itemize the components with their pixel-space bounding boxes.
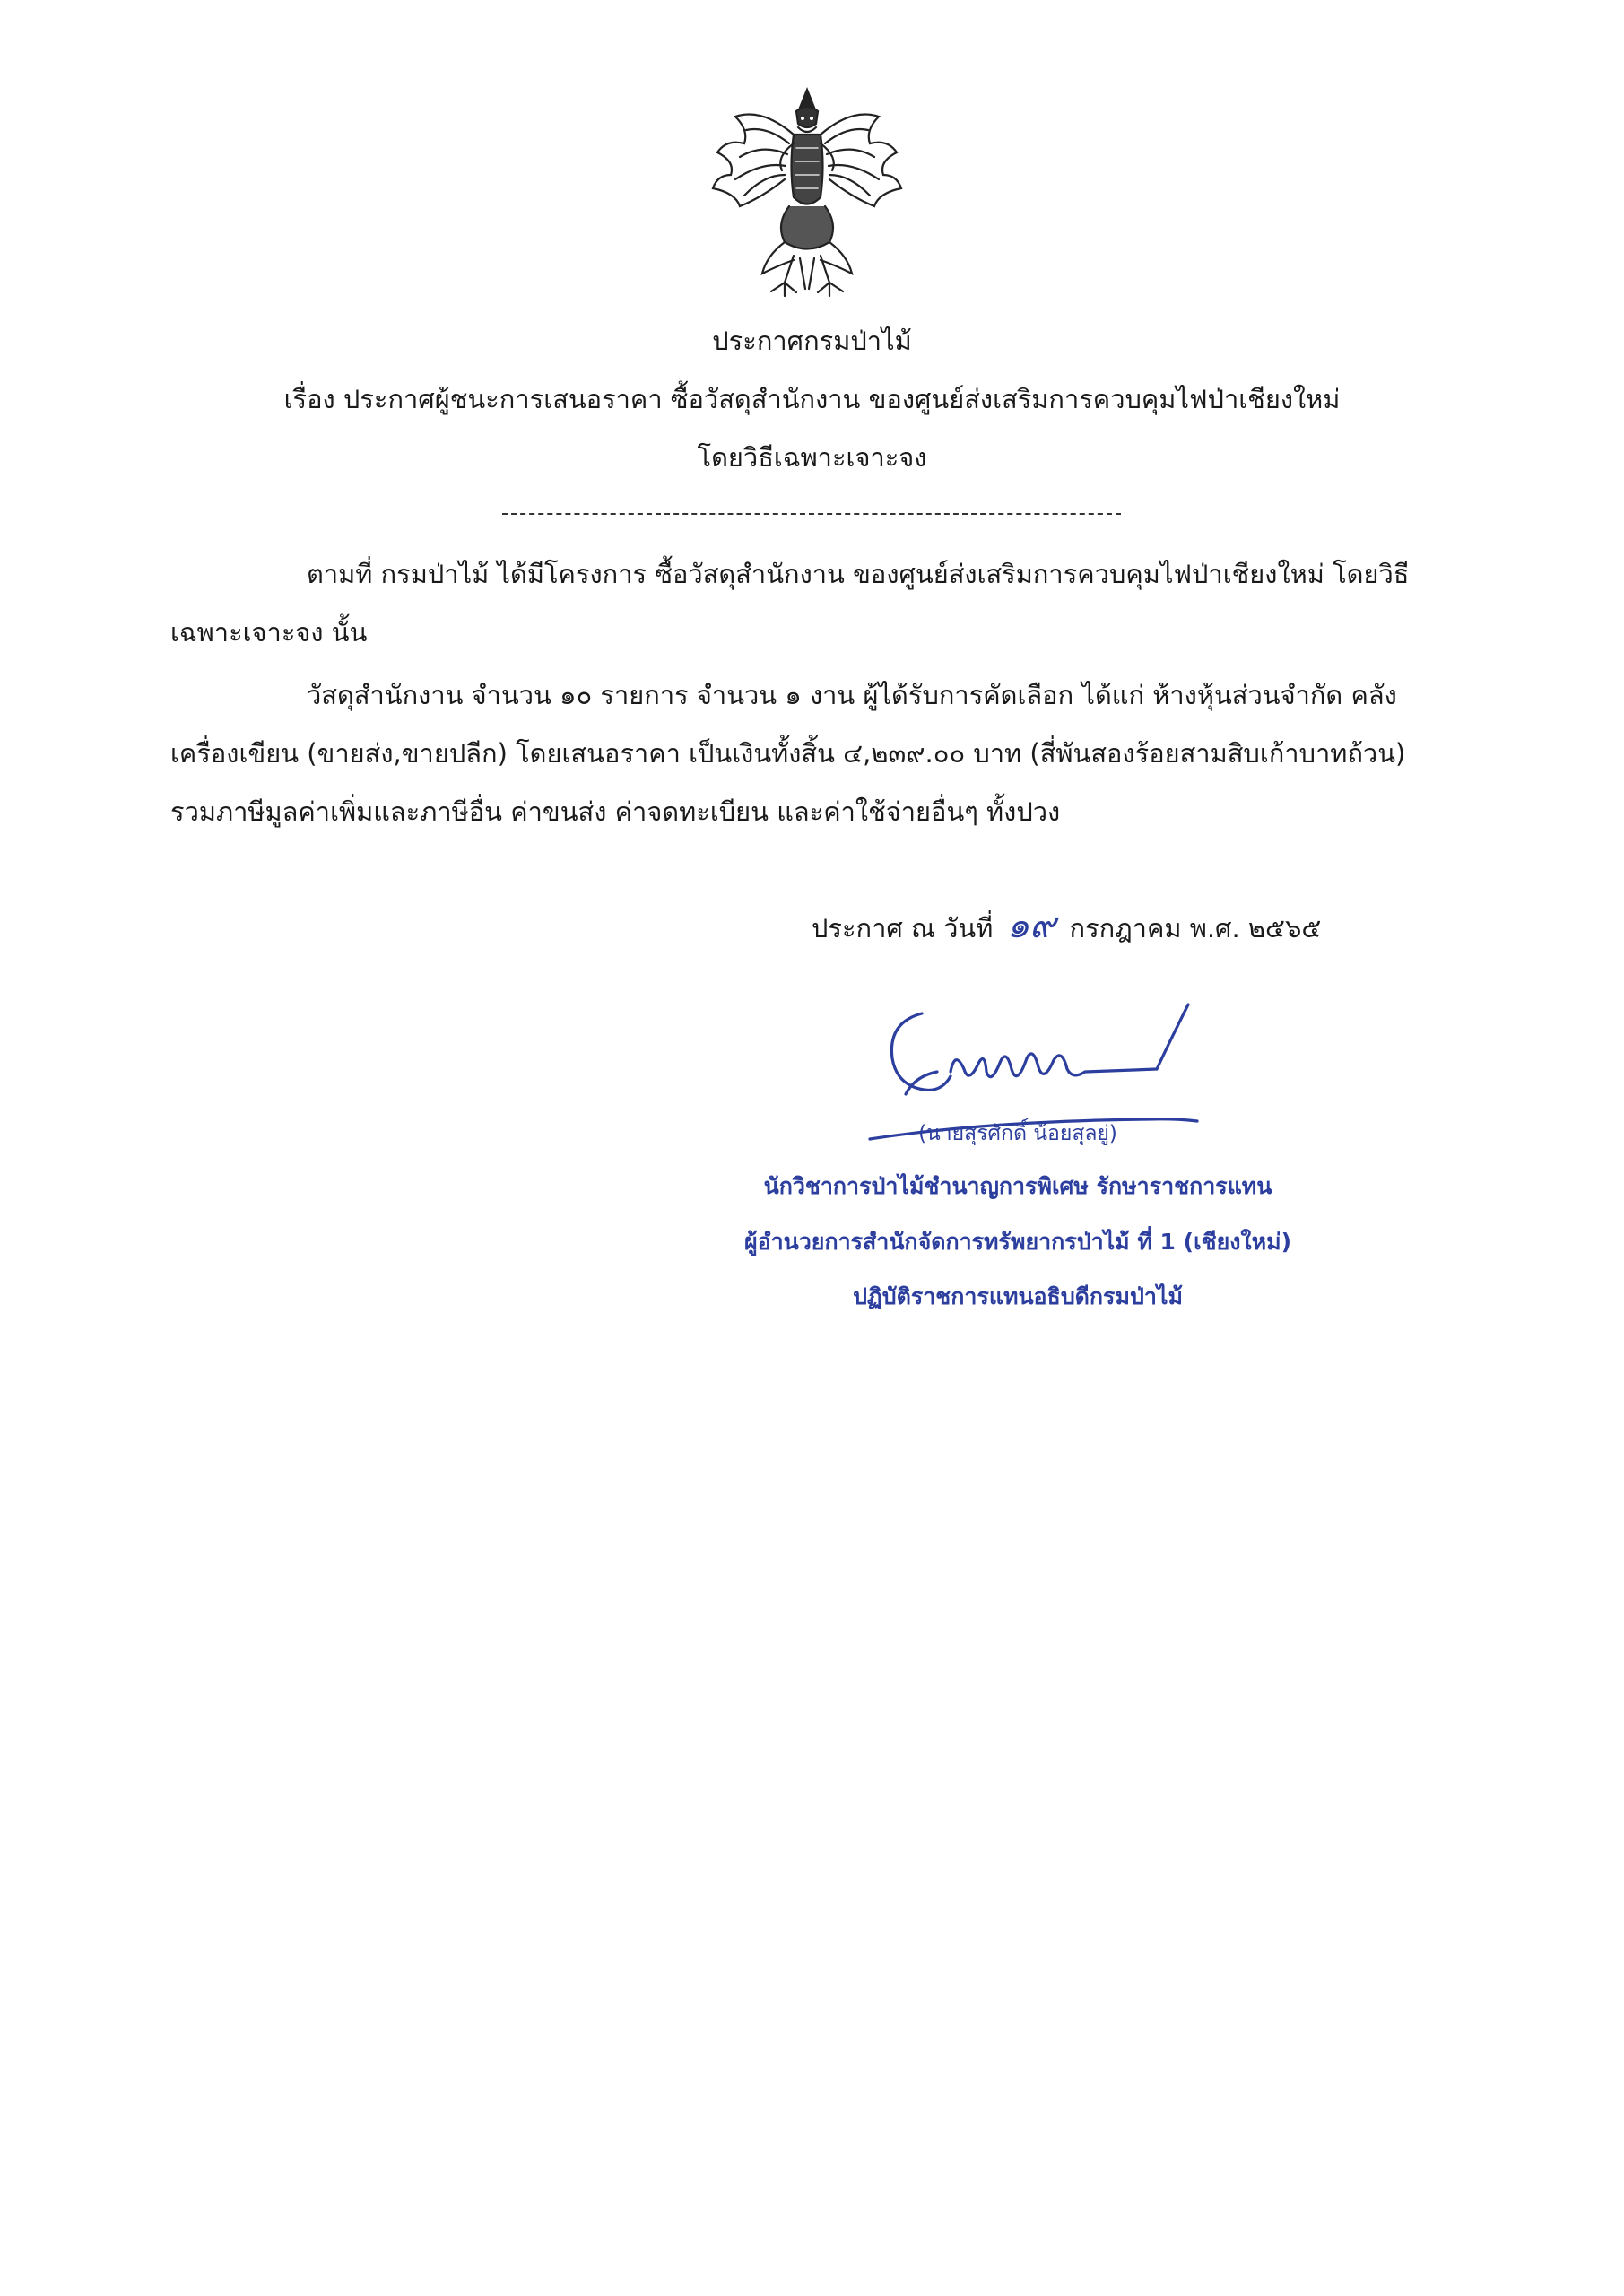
signer-position-2: ผู้อำนวยการสำนักจัดการทรัพยากรป่าไม้ ที่ 1 (เชียงใหม่) xyxy=(743,1229,1292,1255)
announcement-subject: เรื่อง ประกาศผู้ชนะการเสนอราคา ซื้อวัสดุสำนักงาน ของศูนย์ส่งเสริมการควบคุมไฟป่าเชียงใหม่ xyxy=(283,384,1341,414)
signer-name: (นายสุรศักดิ์ น้อยสุลยู่) xyxy=(918,1122,1117,1145)
garuda-emblem-icon xyxy=(699,81,915,305)
paragraph-2-line-2: เครื่องเขียน (ขายส่ง,ขายปลีก) โดยเสนอราคา เป็นเงินทั้งสิ้น ๔,๒๓๙.๐๐ บาท (สี่พันสองร้อยสามสิบเก้าบาทถ้วน) xyxy=(170,738,1406,769)
signer-position-3: ปฏิบัติราชการแทนอธิบดีกรมป่าไม้ xyxy=(853,1283,1183,1309)
date-prefix: ประกาศ ณ วันที่ xyxy=(812,913,994,944)
announcement-date xyxy=(812,904,1321,950)
announcement-title: ประกาศกรมป่าไม้ xyxy=(712,326,912,356)
dashed-divider xyxy=(502,513,1121,515)
signer-position-1: นักวิชาการป่าไม้ชำนาญการพิเศษ รักษาราชการแทน xyxy=(763,1173,1272,1199)
paragraph-2-line-1: วัสดุสำนักงาน จำนวน ๑๐ รายการ จำนวน ๑ งาน ผู้ได้รับการคัดเลือก ได้แก่ ห้างหุ้นส่วนจำกัด คลัง xyxy=(307,680,1397,710)
date-month-year: กรกฎาคม พ.ศ. ๒๕๖๕ xyxy=(1069,913,1322,944)
date-day-handwritten: ๑๙ xyxy=(1006,905,1056,946)
paragraph-1-line-2: เฉพาะเจาะจง นั้น xyxy=(170,617,368,648)
paragraph-2-line-3: รวมภาษีมูลค่าเพิ่มและภาษีอื่น ค่าขนส่ง ค่าจดทะเบียน และค่าใช้จ่ายอื่นๆ ทั้งปวง xyxy=(170,796,1061,827)
paragraph-1-line-1: ตามที่ กรมป่าไม้ ได้มีโครงการ ซื้อวัสดุสำนักงาน ของศูนย์ส่งเสริมการควบคุมไฟป่าเชียงใหม่ โดยวิธี xyxy=(307,559,1410,589)
procurement-method: โดยวิธีเฉพาะเจาะจง xyxy=(697,442,927,473)
